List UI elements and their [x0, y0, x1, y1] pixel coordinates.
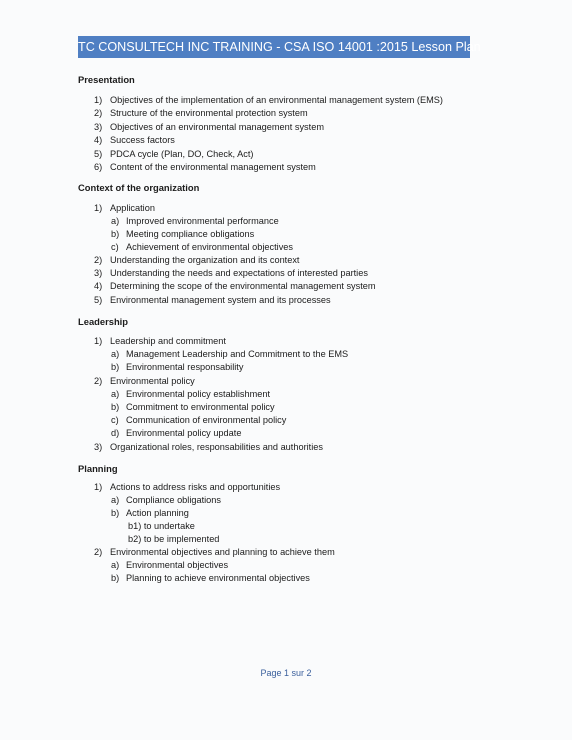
list-item: 1) Objectives of the implementation of an environmental management system (EMS): [94, 95, 443, 105]
list-item: 1) Actions to address risks and opportunities: [94, 482, 281, 492]
list-item: 2) Environmental policy: [94, 376, 195, 386]
list-item: 2) Structure of the environmental protection system: [94, 108, 308, 118]
list-item: a) Improved environmental performance: [111, 216, 279, 226]
list-item: c) Communication of environmental policy: [111, 415, 287, 425]
list-item: d) Environmental policy update: [111, 428, 242, 438]
list-item: a) Environmental objectives: [111, 560, 229, 570]
list-item: 4) Success factors: [94, 135, 175, 145]
list-item: b) Action planning: [111, 508, 189, 518]
list-item: a) Management Leadership and Commitment to the EMS: [111, 349, 349, 359]
section-heading-context: Context of the organization: [78, 182, 200, 193]
list-item: 5) PDCA cycle (Plan, DO, Check, Act): [94, 149, 254, 159]
page-number: Page 1 sur 2: [260, 668, 312, 678]
list-item: 3) Objectives of an environmental management system: [94, 122, 324, 132]
list-item: 4) Determining the scope of the environmental management system: [94, 281, 376, 291]
list-item: 1) Application: [94, 203, 155, 213]
section-heading-planning: Planning: [78, 463, 118, 474]
list-item: 1) Leadership and commitment: [94, 336, 226, 346]
document-title: TC CONSULTECH INC TRAINING - CSA ISO 14001 :2015 Lesson Plan: [78, 36, 470, 58]
list-item: b1) to undertake: [128, 521, 195, 531]
section-heading-presentation: Presentation: [78, 74, 135, 85]
list-item: 2) Environmental objectives and planning to achieve them: [94, 547, 335, 557]
list-item: c) Achievement of environmental objectives: [111, 242, 293, 252]
list-item: b) Commitment to environmental policy: [111, 402, 275, 412]
section-heading-leadership: Leadership: [78, 316, 129, 327]
list-item: b) Meeting compliance obligations: [111, 229, 255, 239]
list-item: b2) to be implemented: [128, 534, 220, 544]
list-item: b) Planning to achieve environmental objectives: [111, 573, 310, 583]
list-item: 6) Content of the environmental management system: [94, 162, 316, 172]
list-item: 2) Understanding the organization and its context: [94, 255, 300, 265]
list-item: 3) Understanding the needs and expectations of interested parties: [94, 268, 368, 278]
list-item: 3) Organizational roles, responsabilities and authorities: [94, 442, 323, 452]
list-item: b) Environmental responsability: [111, 362, 244, 372]
list-item: 5) Environmental management system and its processes: [94, 295, 331, 305]
list-item: a) Compliance obligations: [111, 495, 221, 505]
list-item: a) Environmental policy establishment: [111, 389, 271, 399]
